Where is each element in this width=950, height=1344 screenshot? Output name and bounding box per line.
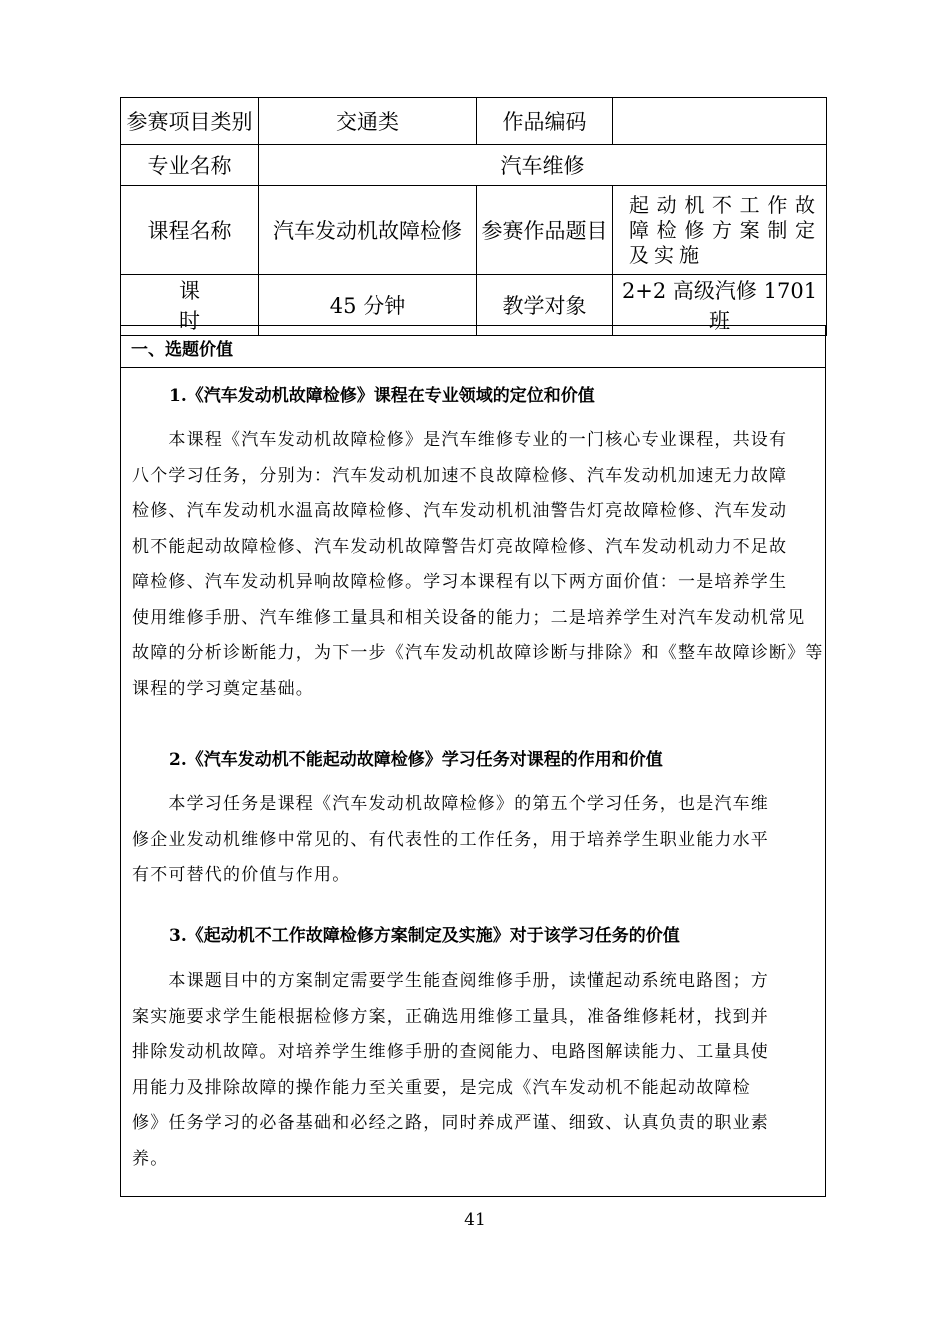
paragraph-line: 本课题目中的方案制定需要学生能查阅维修手册，读懂起动系统电路图；方 (132, 971, 769, 991)
paragraph-2 (132, 787, 872, 894)
hours-label: 课时 (121, 275, 259, 336)
paragraph-line: 排除发动机故障。对培养学生维修手册的查阅能力、电路图解读能力、工量具使 (132, 1042, 769, 1062)
audience-label: 教学对象 (477, 275, 613, 336)
paragraph-line: 故障的分析诊断能力，为下一步《汽车发动机故障诊断与排除》和《整车故障诊断》等 (132, 643, 824, 663)
paragraph-line: 障检修、汽车发动机异响故障检修。学习本课程有以下两方面价值：一是培养学生 (132, 572, 788, 592)
subheading-3: 3.《起动机不工作故障检修方案制定及实施》对于该学习任务的价值 (169, 926, 680, 946)
paragraph-line: 案实施要求学生能根据检修方案，正确选用维修工量具，准备维修耗材，找到并 (132, 1006, 769, 1027)
subheading-2: 2.《汽车发动机不能起动故障检修》学习任务对课程的作用和价值 (169, 750, 663, 770)
paragraph-1 (132, 423, 872, 707)
paragraph-line: 课程的学习奠定基础。 (132, 678, 314, 699)
category-label: 参赛项目类别 (121, 98, 259, 145)
paragraph-line: 使用维修手册、汽车维修工量具和相关设备的能力；二是培养学生对汽车发动机常见 (132, 607, 806, 628)
paragraph-line: 用能力及排除故障的操作能力至关重要，是完成《汽车发动机不能起动故障检 (132, 1077, 751, 1098)
page-number: 41 (464, 1210, 486, 1230)
paragraph-line: 修》任务学习的必备基础和必经之路，同时养成严谨、细致、认真负责的职业素 (132, 1113, 769, 1133)
section-title: 一、选题价值 (131, 340, 233, 360)
table-row (121, 98, 827, 145)
hours-value: 45 分钟 (259, 275, 477, 336)
paragraph-line: 养。 (132, 1148, 169, 1169)
paragraph-line: 机不能起动故障检修、汽车发动机故障警告灯亮故障检修、汽车发动机动力不足故 (132, 536, 788, 557)
major-label: 专业名称 (121, 145, 259, 186)
project-info-table (120, 97, 827, 336)
paragraph-line: 修企业发动机维修中常见的、有代表性的工作任务，用于培养学生职业能力水平 (132, 829, 769, 850)
paragraph-line: 八个学习任务，分别为：汽车发动机加速不良故障检修、汽车发动机加速无力故障 (132, 465, 788, 486)
paragraph-line: 检修、汽车发动机水温高故障检修、汽车发动机机油警告灯亮故障检修、汽车发动 (132, 501, 788, 521)
topic-value: 起动机不工作故障检修方案制定及实施 (613, 186, 827, 275)
code-value (613, 98, 827, 145)
subheading-1: 1.《汽车发动机故障检修》课程在专业领域的定位和价值 (169, 386, 595, 406)
paragraph-line: 有不可替代的价值与作用。 (132, 865, 351, 885)
paragraph-line: 本课程《汽车发动机故障检修》是汽车维修专业的一门核心专业课程，共设有 (132, 430, 788, 450)
course-label: 课程名称 (121, 186, 259, 275)
section-heading (121, 325, 825, 368)
paragraph-3 (132, 964, 872, 1177)
table-row (121, 145, 827, 186)
topic-value-section (120, 325, 826, 1197)
topic-label: 参赛作品题目 (477, 186, 613, 275)
paragraph-line: 本学习任务是课程《汽车发动机故障检修》的第五个学习任务，也是汽车维 (132, 794, 769, 814)
course-value: 汽车发动机故障检修 (259, 186, 477, 275)
major-value: 汽车维修 (259, 145, 827, 186)
table-row (121, 186, 827, 275)
category-value: 交通类 (259, 98, 477, 145)
code-label: 作品编码 (477, 98, 613, 145)
audience-value: 2+2 高级汽修 1701 班 (613, 275, 827, 336)
